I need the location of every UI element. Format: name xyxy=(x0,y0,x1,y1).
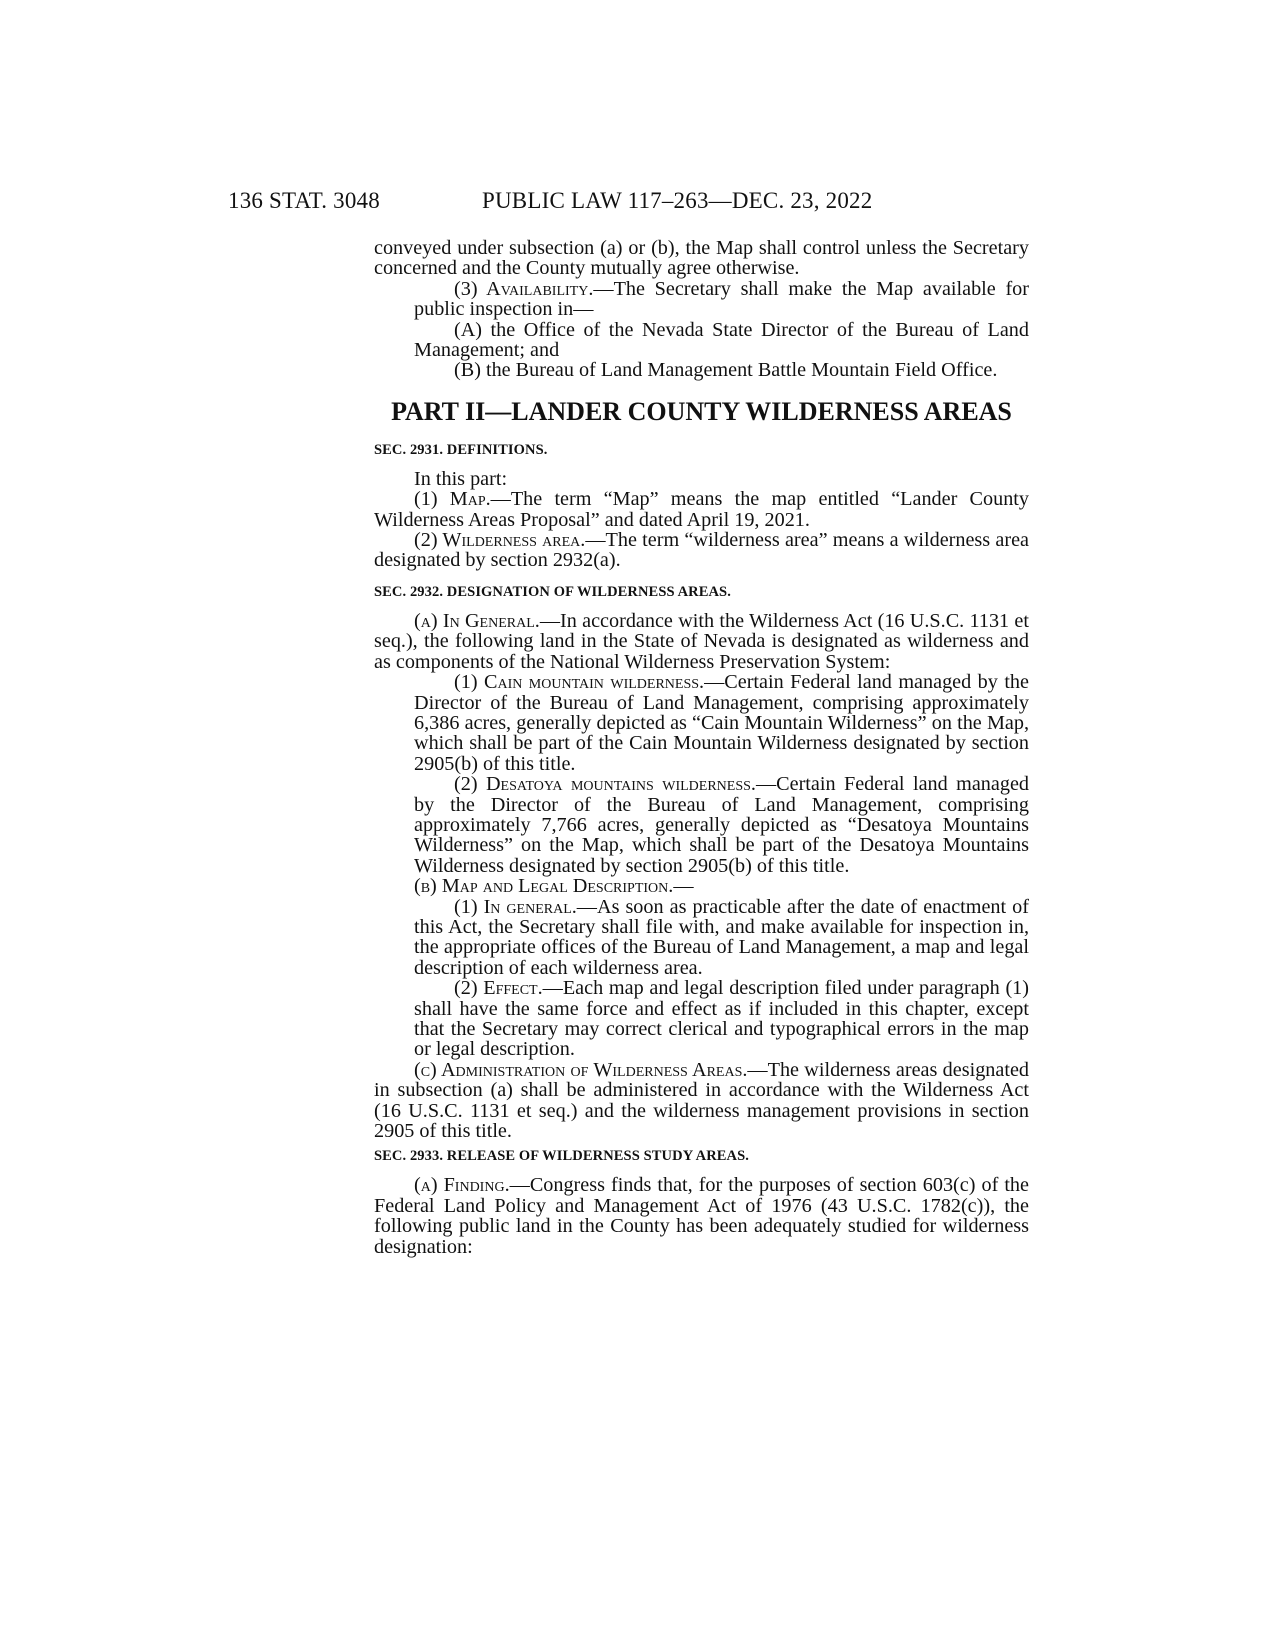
text-def-wilderness: —The term “wilderness area” means a wilderness area designated by section 2932(a). xyxy=(374,529,1029,572)
text-b2: —Each map and legal description filed under paragraph (1) shall have the same force and effect as if included in this chapter, except that the Secretary may correct clerical and typographical errors in the map or legal description. xyxy=(414,977,1029,1061)
in-this-part: In this part: xyxy=(414,467,508,490)
text-a-general: —In accordance with the Wilderness Act (16 U.S.C. 1131 et seq.), the following land in the State of Nevada is designated as wilderness and as components of the National Wilderness Preservation System: xyxy=(374,609,1029,673)
definition-wilderness-area xyxy=(374,530,1029,571)
heading-b1: (1) In general. xyxy=(454,895,577,918)
text-cain-mountain: —Certain Federal land managed by the Director of the Bureau of Land Management, comprising approximately 6,386 acres, generally depicted as “Cain Mountain Wilderness” on the Map, which shall be part of the Cain Mountain Wilderness designated by section 2905(b) of this title. xyxy=(414,671,1029,775)
item-b2-effect xyxy=(374,978,1029,1060)
continued-paragraph: conveyed under subsection (a) or (b), the Map shall control unless the Secretary concerned and the County mutually agree otherwise. xyxy=(374,237,1029,280)
item-cain-mountain xyxy=(374,672,1029,774)
paragraph-availability xyxy=(374,279,1029,320)
heading-c: (c) Administration of Wilderness Areas. xyxy=(414,1058,748,1081)
heading-a-general: (a) In General. xyxy=(414,609,540,632)
text-b1: —As soon as practicable after the date of enactment of this Act, the Secretary shall file with, and make available for inspection in, the appropriate offices of the Bureau of Land Management, a map and legal description of each wilderness area. xyxy=(414,895,1029,979)
item-desatoya-mountains xyxy=(374,774,1029,876)
text-availability: —The Secretary shall make the Map available for public inspection in— xyxy=(414,277,1029,321)
section-2931-heading: SEC. 2931. DEFINITIONS. xyxy=(374,441,548,458)
heading-finding: (a) Finding. xyxy=(414,1174,510,1197)
heading-def-map: (1) Map. xyxy=(414,488,491,511)
page-stat-number: 136 STAT. 3048 xyxy=(228,188,380,213)
section-2933-heading: SEC. 2933. RELEASE OF WILDERNESS STUDY AREAS. xyxy=(374,1148,750,1165)
text-c: —The wilderness areas designated in subsection (a) shall be administered in accordance with the Wilderness Act (16 U.S.C. 1131 et seq.) and the wilderness management provisions in section 2905 of this title. xyxy=(374,1058,1029,1143)
subsection-c-administration xyxy=(374,1060,1029,1142)
subsection-a-general xyxy=(374,611,1029,672)
part-title: PART II—LANDER COUNTY WILDERNESS AREAS xyxy=(391,396,1012,426)
text-b-map: — xyxy=(673,875,694,898)
heading-cain-mountain: (1) Cain mountain wilderness. xyxy=(454,671,705,694)
heading-availability: (3) Availability. xyxy=(454,277,594,300)
text-finding: —Congress finds that, for the purposes of section 603(c) of the Federal Land Policy and Management Act of 1976 (43 U.S.C. 1782(c)), the following public land in the County has been adequately studied for wilderness designation: xyxy=(374,1174,1029,1258)
text-def-map: —The term “Map” means the map entitled “Lander County Wilderness Areas Proposal” and dated April 19, 2021. xyxy=(374,488,1029,531)
item-availability-b: (B) the Bureau of Land Management Battle Mountain Field Office. xyxy=(454,359,998,382)
item-availability-a: (A) the Office of the Nevada State Director of the Bureau of Land Management; and xyxy=(414,318,1029,362)
section-2932-heading: SEC. 2932. DESIGNATION OF WILDERNESS AREAS. xyxy=(374,583,731,600)
subsection-a-finding xyxy=(374,1175,1029,1257)
heading-desatoya: (2) Desatoya mountains wilderness. xyxy=(454,773,756,796)
heading-def-wilderness: (2) Wilderness area. xyxy=(414,529,586,552)
definition-map xyxy=(374,489,1029,530)
running-header: PUBLIC LAW 117–263—DEC. 23, 2022 xyxy=(482,188,873,213)
document-body xyxy=(374,238,1029,1257)
heading-b-map: (b) Map and Legal Description. xyxy=(414,875,674,898)
subsection-b-map xyxy=(374,876,1029,896)
text-desatoya: —Certain Federal land managed by the Director of the Bureau of Land Management, comprising approximately 7,766 acres, generally depicted as “Desatoya Mountains Wilderness” on the Map, which shall be part of the Desatoya Mountains Wilderness designated by section 2905(b) of this title. xyxy=(414,773,1030,877)
heading-b2: (2) Effect. xyxy=(454,977,543,1000)
item-b1-general xyxy=(374,897,1029,979)
